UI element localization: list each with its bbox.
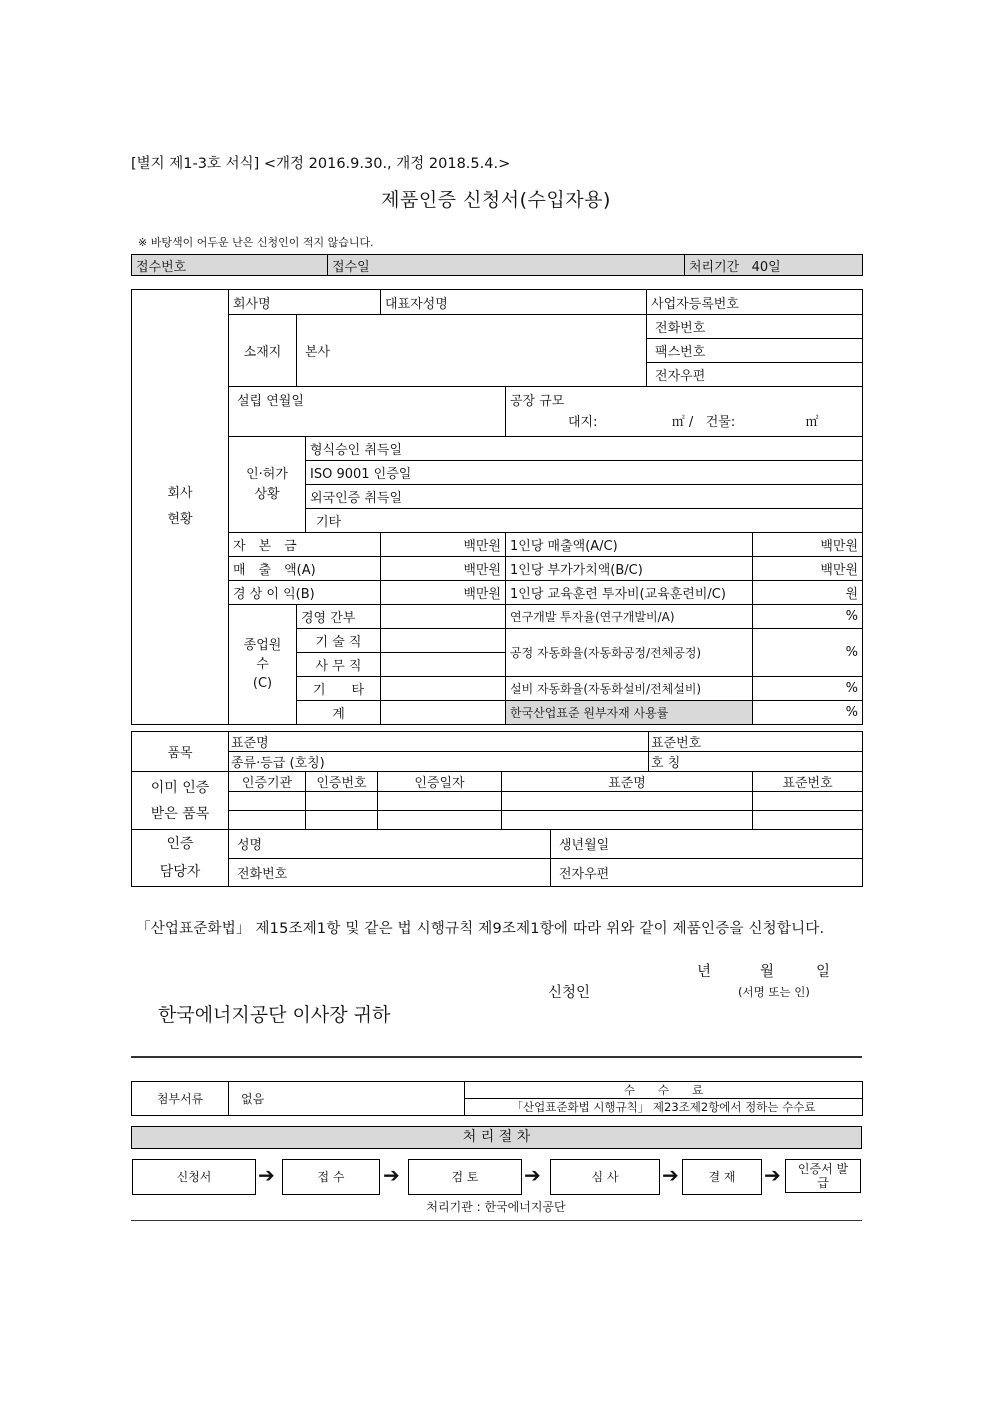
attachments-value: 없음 [241,1092,265,1106]
contact-phone-label: 전화번호 [237,866,288,882]
arrow-right-icon: ➔ [662,1163,679,1187]
emp-office-label: 사 무 직 [315,659,362,674]
process-step: 결 재 [682,1159,762,1195]
certified-cell[interactable] [378,811,502,830]
certified-col-header [229,772,306,792]
value-added-unit: 백만원 [820,563,859,578]
license-label-line1: 인·허가 [246,466,288,482]
license-item-label: 외국인증 취득일 [310,491,403,506]
divider [131,1056,862,1058]
certified-col-header [753,772,863,792]
equip-auto-label-cell [506,677,753,701]
phone-field[interactable] [647,315,863,339]
equip-auto-label: 설비 자동화율(자동화설비/전체설비) [510,682,702,696]
land-area-label: 대지: [568,415,598,430]
employees-label-cell [229,605,297,725]
process-step: 검 토 [408,1159,522,1195]
emp-office-label-cell [297,653,381,677]
rnd-rate-value-field[interactable] [753,605,863,629]
emp-total-label: 계 [332,707,345,722]
certified-cell[interactable] [502,792,753,811]
year-label: 년 [697,964,712,980]
fee-text: 「산업표준화법 시행규칙」 제23조제2항에서 정하는 수수료 [511,1100,816,1114]
ks-material-value-field[interactable] [753,701,863,725]
emp-other-label: 기 타 [312,683,365,698]
grade-field[interactable] [229,752,649,772]
contact-email-label: 전자우편 [559,866,610,882]
certified-col-header [306,772,378,792]
page-title: 제품인증 신청서(수입자용) [381,189,611,211]
company-name-label: 회사명 [233,296,271,312]
emp-total-value-field[interactable] [381,701,506,725]
founded-date-field[interactable] [229,387,506,437]
processing-agency: 처리기관 : 한국에너지공단 [426,1200,566,1214]
process-auto-label: 공정 자동화율(자동화공정/전체공정) [510,646,702,660]
building-area-unit: ㎡ [805,415,819,430]
certified-cell[interactable] [378,792,502,811]
capital-unit: 백만원 [463,539,501,554]
processing-days-value: 40일 [751,259,781,275]
application-statement: 「산업표준화법」 제15조제1항 및 같은 법 시행규칙 제9조제1항에 따라 위와 같이 제품인증을 신청합니다. [136,921,825,937]
capital-label: 자 본 금 [233,539,297,554]
license-status-label [229,437,306,533]
certified-label-line1: 이미 인증 [150,779,210,796]
sales-per-person-value-field[interactable] [753,533,863,557]
contact-label-line1: 인증 [166,836,194,852]
license-item-label: ISO 9001 인증일 [310,467,412,482]
arrow-right-icon: ➔ [524,1163,541,1187]
equip-auto-value-field[interactable] [753,677,863,701]
location-label: 소재지 [243,345,282,360]
product-info-table [131,731,863,887]
employees-label-line3: (C) [252,676,273,691]
certified-label-cell [132,772,229,830]
processing-period-field [685,255,863,276]
designation-field[interactable] [649,752,863,772]
process-step: 접 수 [282,1159,380,1195]
attachments-value-field[interactable] [229,1082,465,1116]
certified-col-header [378,772,502,792]
cert-std-name-header: 표준명 [608,776,646,791]
rnd-rate-unit: % [845,609,859,624]
company-section-label [132,290,229,725]
revision-note: <개정 2016.9.30., 개정 2018.5.4.> [263,156,511,172]
addressee: 한국에너지공단 이사장 귀하 [158,1004,391,1026]
emp-tech-label: 기 술 직 [315,635,362,650]
certified-cell[interactable] [306,811,378,830]
form-number: [별지 제1-3호 서식] [131,156,260,172]
processing-period-label: 처리기간 [689,259,740,275]
contact-name-field[interactable] [229,830,551,859]
std-no-field[interactable] [649,732,863,752]
sales-per-person-unit: 백만원 [820,539,859,554]
emp-other-label-cell [297,677,381,701]
license-item-field[interactable] [306,437,863,461]
emp-exec-label: 경영 간부 [301,611,356,626]
certified-cell[interactable] [229,792,306,811]
capital-label-cell [229,533,381,557]
license-label-line2: 상황 [254,486,280,502]
applicant-label: 신청인 [548,985,591,1001]
certified-col-header [502,772,753,792]
value-added-label: 1인당 부가가치액(B/C) [510,563,643,578]
phone-label: 전화번호 [655,321,706,336]
process-auto-label-cell [506,629,753,677]
head-office-label: 본사 [305,345,331,360]
rnd-rate-label-cell [506,605,753,629]
emp-tech-label-cell [297,629,381,653]
contact-label-cell [132,830,229,887]
sales-per-person-label: 1인당 매출액(A/C) [510,539,618,554]
cert-number-header: 인증번호 [316,776,367,791]
divider [131,1220,862,1221]
sales-per-person-label-cell [506,533,753,557]
value-added-label-cell [506,557,753,581]
contact-label-line2: 담당자 [159,864,201,880]
factory-scale-label: 공장 규모 [510,394,565,409]
emp-exec-label-cell [297,605,381,629]
profit-label-cell [229,581,381,605]
license-item-field[interactable] [306,461,863,485]
founded-date-label: 설립 연월일 [237,394,304,409]
sales-value-field[interactable] [381,557,506,581]
certified-cell[interactable] [502,811,753,830]
ks-material-label: 한국산업표준 원부자재 사용률 [510,706,669,720]
fee-text-cell [465,1099,863,1116]
location-label-cell [229,315,297,387]
contact-birth-field[interactable] [551,830,863,859]
day-label: 일 [816,964,831,980]
std-no-label: 표준번호 [651,736,702,751]
process-auto-unit: % [845,645,859,660]
contact-name-label: 성명 [237,838,263,854]
company-name-field[interactable] [229,290,381,315]
profit-label: 경 상 이 익(B) [233,587,315,602]
process-step: 신청서 [132,1159,256,1195]
certified-label-line2: 받은 품목 [150,805,210,822]
shaded-field-notice: ※ 바탕색이 어두운 난은 신청인이 적지 않습니다. [138,236,374,249]
form-reference [131,152,510,173]
contact-phone-field[interactable] [229,858,551,887]
license-item-label: 기타 [316,515,342,530]
factory-scale-field[interactable] [506,387,863,437]
contact-email-field[interactable] [551,858,863,887]
receipt-date-field[interactable] [328,255,685,276]
process-title: 처 리 절 차 [131,1126,862,1149]
section-label-line1: 회사 [167,486,193,501]
product-label: 품목 [167,746,193,761]
training-unit: 원 [845,587,859,602]
receipt-table [131,254,863,276]
value-added-value-field[interactable] [753,557,863,581]
product-label-cell [132,732,229,772]
emp-exec-value-field[interactable] [381,605,506,629]
head-office-field[interactable] [297,315,647,387]
sales-label: 매 출 액(A) [233,563,316,578]
employees-label-line2: 수 [256,657,269,672]
license-item-label: 형식승인 취득일 [310,443,403,458]
cert-date-header: 인증일자 [414,776,465,791]
building-area-label: 건물: [705,415,736,430]
fee-header-cell [465,1082,863,1099]
sales-label-cell [229,557,381,581]
designation-label: 호 칭 [651,756,681,771]
capital-value-field[interactable] [381,533,506,557]
license-item-field[interactable] [306,485,863,509]
certified-cell[interactable] [306,792,378,811]
training-label: 1인당 교육훈련 투자비(교육훈련비/C) [510,587,726,602]
training-value-field[interactable] [753,581,863,605]
emp-office-value-field[interactable] [381,653,506,677]
training-label-cell [506,581,753,605]
emp-other-value-field[interactable] [381,677,506,701]
profit-unit: 백만원 [463,587,501,602]
fax-field[interactable] [647,339,863,363]
ceo-name-label: 대표자성명 [385,296,448,312]
ks-material-unit: % [845,705,859,720]
process-step: 심 사 [550,1159,660,1195]
ceo-name-field[interactable] [381,290,647,315]
email-field[interactable] [647,363,863,387]
month-label: 월 [760,964,775,980]
certified-cell[interactable] [753,811,863,830]
land-area-unit: ㎡ / [671,415,694,430]
attachments-label-cell [132,1082,229,1116]
arrow-right-icon: ➔ [383,1163,400,1187]
employees-label-line1: 종업원 [243,638,282,653]
company-info-table [131,289,863,725]
profit-value-field[interactable] [381,581,506,605]
cert-agency-header: 인증기관 [241,776,293,791]
fax-label: 팩스번호 [655,345,706,360]
std-name-label: 표준명 [231,736,269,751]
receipt-date-label: 접수일 [332,259,370,275]
std-name-field[interactable] [229,732,649,752]
factory-area-line [510,409,858,430]
emp-tech-value-field[interactable] [381,629,506,653]
emp-total-label-cell [297,701,381,725]
process-step: 인증서 발급 [785,1159,861,1193]
arrow-right-icon: ➔ [764,1163,781,1187]
rnd-rate-label: 연구개발 투자율(연구개발비/A) [510,610,675,624]
grade-label: 종류·등급 (호칭) [231,756,325,771]
process-auto-value-field[interactable] [753,629,863,677]
cert-std-no-header: 표준번호 [782,776,833,791]
fee-label: 수 수 료 [623,1083,704,1097]
arrow-right-icon: ➔ [258,1163,275,1187]
certified-cell[interactable] [229,811,306,830]
email-label: 전자우편 [655,369,706,384]
ks-material-label-cell [506,701,753,725]
receipt-number-field[interactable] [132,255,328,276]
certified-cell[interactable] [753,792,863,811]
sales-unit: 백만원 [463,563,501,578]
biz-reg-no-field[interactable] [647,290,863,315]
contact-birth-label: 생년월일 [559,838,610,854]
receipt-number-label: 접수번호 [136,259,187,275]
signature-note: (서명 또는 인) [738,985,810,999]
section-label-line2: 현황 [167,512,193,527]
attachments-table [131,1081,863,1116]
attachments-label: 첨부서류 [156,1092,204,1106]
biz-reg-no-label: 사업자등록번호 [651,296,739,312]
equip-auto-unit: % [845,681,859,696]
license-item-field[interactable] [306,509,863,533]
